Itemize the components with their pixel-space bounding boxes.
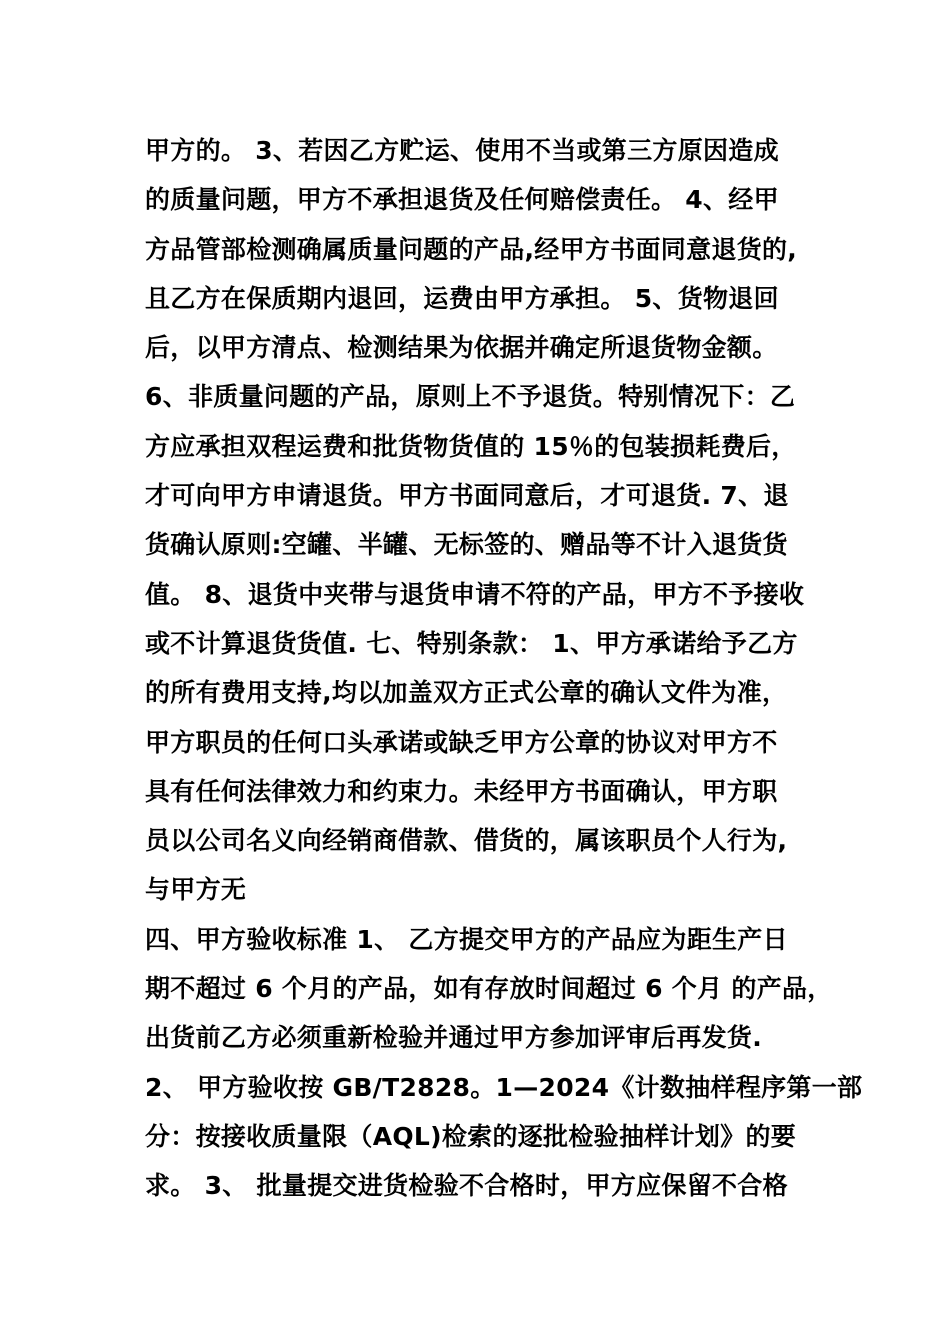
text-line: 6、非质量问题的产品，原则上不予退货。特别情况下：乙: [145, 382, 796, 412]
text-line: 方应承担双程运费和批货物货值的 15％的包装损耗费后，: [145, 431, 797, 461]
text-line: 甲方职员的任何口头承诺或缺乏甲方公章的协议对甲方不: [145, 727, 778, 757]
text-line: 2、 甲方验收按 GB/T2828。1—2024《计数抽样程序第一部: [145, 1072, 863, 1102]
text-line: 与甲方无: [145, 875, 247, 905]
text-line: 且乙方在保质期内退回，运费由甲方承担。 5、货物退回: [145, 283, 779, 313]
text-line: 后，以甲方清点、检测结果为依据并确定所退货物金额。: [145, 333, 778, 363]
text-line: 四、甲方验收标准 1、 乙方提交甲方的产品应为距生产日: [145, 924, 788, 954]
text-line: 值。 8、退货中夹带与退货申请不符的产品，甲方不予接收: [145, 579, 805, 609]
text-line: 货确认原则:空罐、半罐、无标签的、赠品等不计入退货货: [145, 530, 788, 560]
text-line: 或不计算退货货值. 七、特别条款： 1、甲方承诺给予乙方: [145, 628, 798, 658]
text-line: 员以公司名义向经销商借款、借货的，属该职员个人行为,: [145, 826, 788, 856]
text-line: 方品管部检测确属质量问题的产品,经甲方书面同意退货的,: [145, 234, 798, 264]
text-line: 的质量问题，甲方不承担退货及任何赔偿责任。 4、经甲: [145, 185, 779, 215]
text-line: 的所有费用支持,均以加盖双方正式公章的确认文件为准，: [145, 678, 788, 708]
text-line: 出货前乙方必须重新检验并通过甲方参加评审后再发货.: [145, 1023, 762, 1053]
text-line: 甲方的。 3、若因乙方贮运、使用不当或第三方原因造成: [145, 136, 779, 165]
text-line: 才可向甲方申请退货。甲方书面同意后，才可退货. 7、退: [145, 481, 789, 511]
text-line: 求。 3、 批量提交进货检验不合格时，甲方应保留不合格: [145, 1171, 788, 1201]
body-text: [145, 126, 863, 1211]
text-line: 具有任何法律效力和约束力。未经甲方书面确认，甲方职: [145, 776, 778, 806]
text-line: 分：按接收质量限（AQL)检索的逐批检验抽样计划》的要: [145, 1121, 797, 1151]
text-line: 期不超过 6 个月的产品，如有存放时间超过 6 个月 的产品，: [145, 974, 833, 1004]
